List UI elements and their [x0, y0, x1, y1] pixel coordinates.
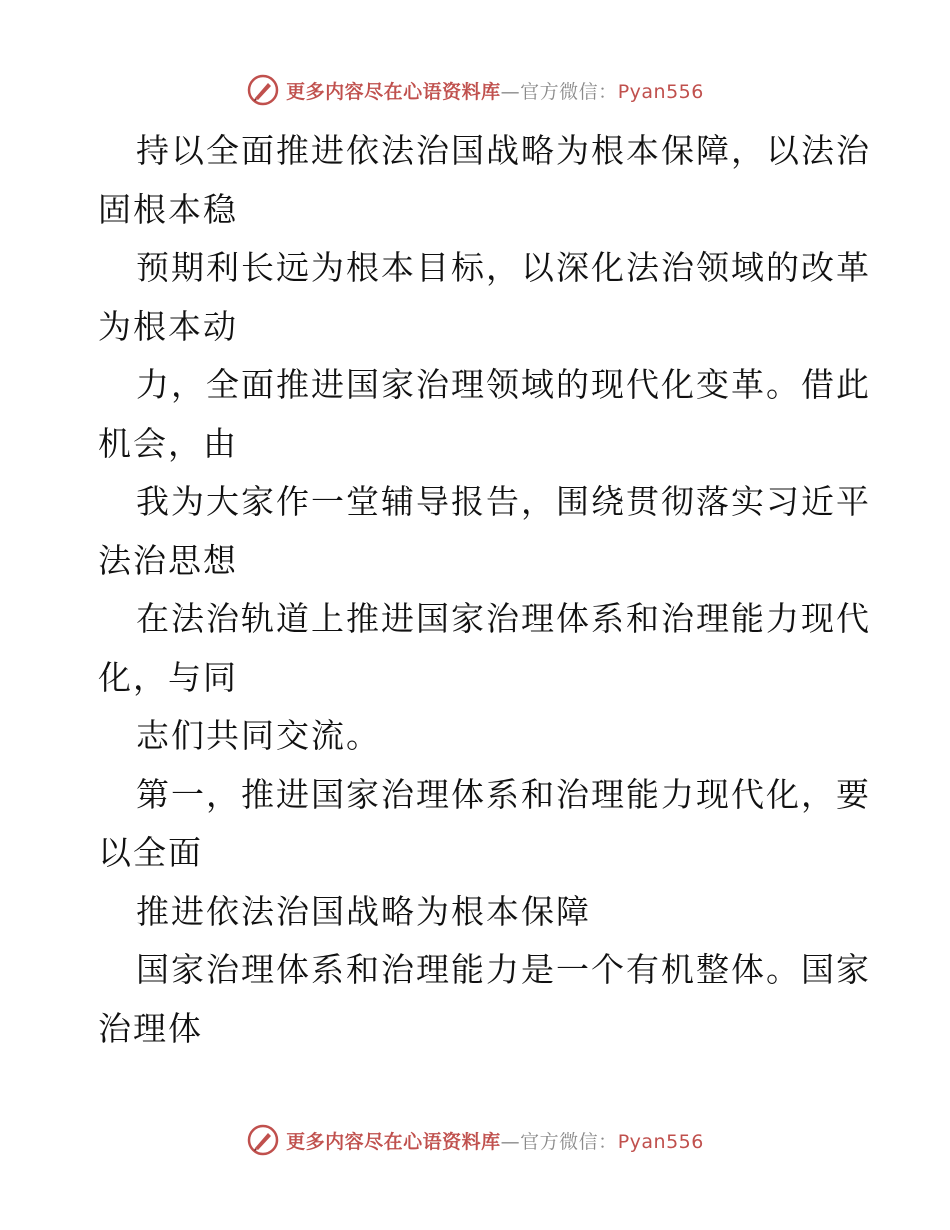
- text-line: 为根本动: [98, 306, 238, 346]
- banner-wechat-label: 官方微信：: [520, 1130, 618, 1153]
- header-banner: [0, 70, 950, 110]
- banner-separator: —: [500, 80, 521, 103]
- text-line: 推进依法治国战略为根本保障: [136, 891, 591, 931]
- text-line: 国家治理体系和治理能力是一个有机整体。国家: [136, 950, 871, 989]
- text-line: 化，与同: [98, 657, 238, 697]
- pen-logo-icon: [246, 73, 280, 107]
- text-line: 力，全面推进国家治理领域的现代化变革。借此: [136, 365, 871, 404]
- banner-separator: —: [500, 1130, 521, 1153]
- banner-main-text: 更多内容尽在心语资料库: [286, 1130, 501, 1153]
- text-line: 以全面: [98, 833, 203, 872]
- text-line: 持以全面推进依法治国战略为根本保障，以法治: [136, 131, 871, 170]
- text-line: 志们共同交流。: [136, 716, 381, 755]
- document-body: [98, 122, 871, 1058]
- text-line: 在法治轨道上推进国家治理体系和治理能力现代: [136, 599, 871, 638]
- text-line: 机会，由: [98, 423, 238, 463]
- text-line: 预期利长远为根本目标，以深化法治领域的改革: [136, 248, 871, 287]
- banner-wechat-id: Pyan556: [617, 80, 704, 103]
- text-line: 治理体: [98, 1008, 203, 1048]
- text-line: 第一，推进国家治理体系和治理能力现代化，要: [136, 774, 871, 814]
- banner-main-text: 更多内容尽在心语资料库: [286, 80, 501, 103]
- banner-wechat-label: 官方微信：: [520, 80, 618, 103]
- pen-logo-icon: [246, 1123, 280, 1157]
- text-line: 法治思想: [98, 540, 238, 580]
- footer-banner: [0, 1120, 950, 1160]
- text-line: 固根本稳: [98, 189, 238, 229]
- text-line: 我为大家作一堂辅导报告，围绕贯彻落实习近平: [136, 482, 871, 521]
- banner-wechat-id: Pyan556: [617, 1130, 704, 1153]
